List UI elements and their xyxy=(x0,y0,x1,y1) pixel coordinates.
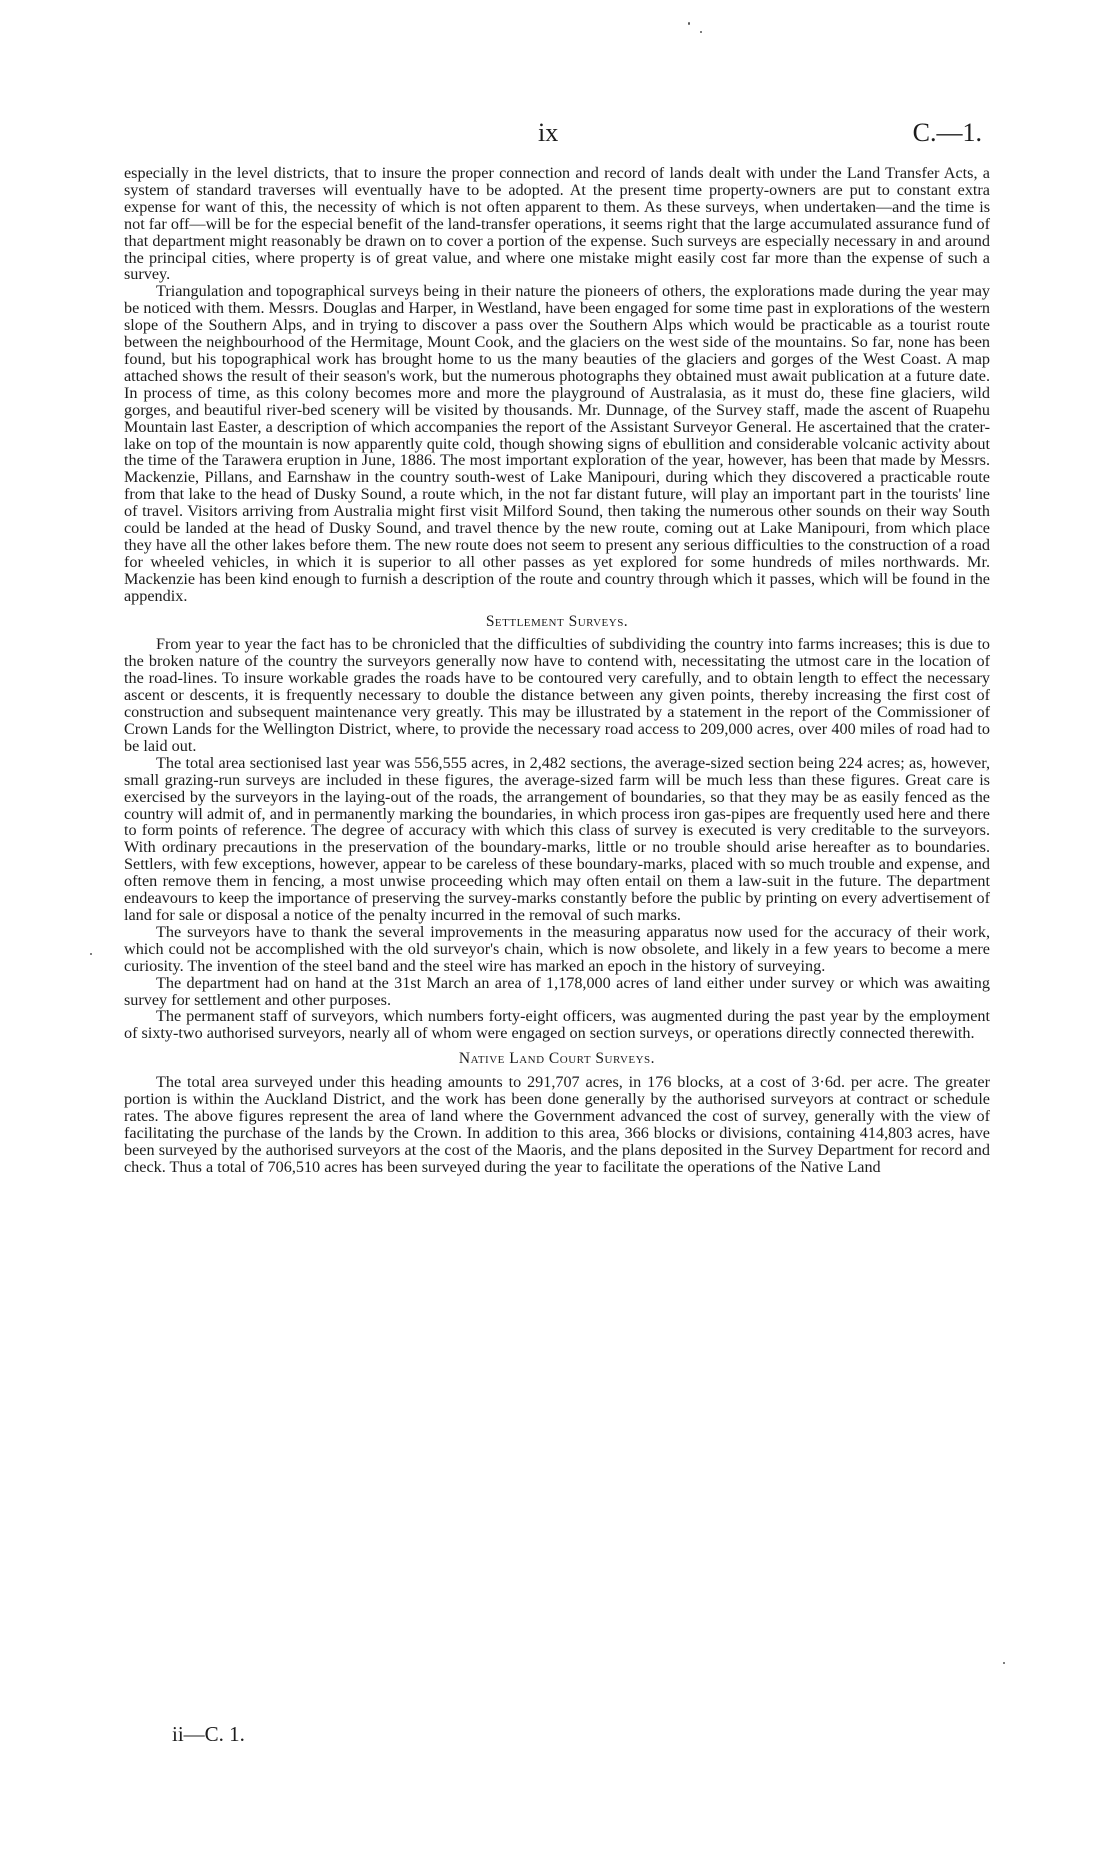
page-header xyxy=(0,118,1114,152)
ink-speck xyxy=(688,22,690,25)
body-text xyxy=(124,165,990,1176)
paragraph: The department had on hand at the 31st March an area of 1,178,000 acres of land either under survey or which was awaiting survey for settlement and other purposes. xyxy=(124,973,990,1009)
paragraph: The total area surveyed under this heading amounts to 291,707 acres, in 176 blocks, at a cost of 3·6d. per acre. The greater portion is within the Auckland District, and the work has been done generally by the authorised surveyors at contract or schedule rates. The above figures represent the area of land where the Government advanced the cost of survey, generally with the view of facilitating the purchase of the lands by the Crown. In addition to this area, 366 blocks or divisions, containing 414,803 acres, have been surveyed by the authorised surveyors at the cost of the Maoris, and the plans deposited in the Survey Department for record and check. Thus a total of 706,510 acres has been surveyed during the year to facilitate the operations of the Native Land xyxy=(124,1073,990,1176)
paragraph: The surveyors have to thank the several improvements in the measuring apparatus now used for the accuracy of their work, which could not be accomplished with the old surveyor's chain, which is now obsolete, and likely in a few years to become a mere curiosity. The invention of the steel band and the steel wire has marked an epoch in the history of surveying. xyxy=(124,922,990,975)
paragraph: From year to year the fact has to be chronicled that the difficulties of subdividing the country into farms increases; this is due to the broken nature of the country the surveyors generally now have to contend with, necessitating the utmost care in the location of the road-lines. To insure workable grades the roads have to be contoured very carefully, and to obtain length to effect the necessary ascent or descents, it is frequently necessary to double the distance between any given points, thereby increasing the first cost of construction and subsequent maintenance very greatly. This may be illustrated by a statement in the report of the Commissioner of Crown Lands for the Wellington District, where, to provide the necessary road access to 209,000 acres, over 400 miles of road had to be laid out. xyxy=(124,635,990,755)
ink-speck xyxy=(700,31,702,33)
section-heading-settlement-surveys: Settlement Surveys. xyxy=(485,612,629,630)
section-heading-native-land-court-surveys: Native Land Court Surveys. xyxy=(458,1050,656,1068)
paragraph: Triangulation and topographical surveys being in their nature the pioneers of others, the explorations made during the year may be noticed with them. Messrs. Douglas and Harper, in Westland, have been engaged for some time past in explorations of the western slope of the Southern Alps, and in trying to discover a pass over the Southern Alps which would be practicable as a tourist route between the neighbourhood of the Hermitage, Mount Cook, and the glaciers on the west side of the mountains. So far, none has been found, but his topographical work has brought home to us the many beauties of the glaciers and gorges of the West Coast. A map attached shows the result of their season's work, but the numerous photographs they obtained must await publication at a future date. In process of time, as this colony becomes more and more the playground of Australasia, as it must do, these fine glaciers, wild gorges, and beautiful river-bed scenery will be visited by thousands. Mr. Dunnage, of the Survey staff, made the ascent of Ruapehu Mountain last Easter, a description of which accompanies the report of the Assistant Surveyor General. He ascertained that the crater-lake on top of the mountain is now apparently quite cold, though showing signs of ebullition and considerable volcanic activity about the time of the Tarawera eruption in June, 1886. The most important exploration of the year, however, has been that made by Messrs. Mackenzie, Pillans, and Earnshaw in the country south-west of Lake Manipouri, during which they discovered a practicable route from that lake to the head of Dusky Sound, a route which, in the not far distant future, will play an important part in the tourists' line of travel. Visitors arriving from Australia might first visit Milford Sound, then taking the numerous other sounds on their way South could be landed at the head of Dusky Sound, and travel thence by the new route, coming out at Lake Manipouri, from which place they have all the other lakes before them. The new route does not seem to present any serious difficulties to the construction of a road for wheeled vehicles, in which it is superior to all other passes as yet explored for some hundreds of miles northwards. Mr. Mackenzie has been kind enough to furnish a description of the route and country through which it passes, which will be found in the appendix. xyxy=(124,282,990,605)
signature-mark: ii—C. 1. xyxy=(172,1722,245,1746)
ink-speck xyxy=(90,953,92,955)
ink-speck xyxy=(1003,1662,1005,1664)
paragraph: The permanent staff of surveyors, which numbers forty-eight officers, was augmented during the past year by the employment of sixty-two authorised surveyors, nearly all of whom were engaged on section surveys, or operations directly connected therewith. xyxy=(124,1007,990,1043)
document-reference: C.—1. xyxy=(912,118,982,147)
paragraph: especially in the level districts, that to insure the proper connection and record of lands dealt with under the Land Transfer Acts, a system of standard traverses will eventually have to be adopted. At the present time property-owners are put to constant extra expense for want of this, the necessity of which is not often apparent to them. As these surveys, when undertaken—and the time is not far off—will be for the especial benefit of the land-transfer operations, it seems right that the large accumulated assurance fund of that department might reasonably be drawn on to cover a portion of the expense. Such surveys are especially necessary in and around the principal cities, where property is of great value, and where one mistake might easily cost far more than the expense of such a survey. xyxy=(124,164,990,284)
page-number: ix xyxy=(538,118,559,147)
paragraph: The total area sectionised last year was 556,555 acres, in 2,482 sections, the average-sized section being 224 acres; as, however, small grazing-run surveys are included in these figures, the average-sized farm will be much less than these figures. Great care is exercised by the surveyors in the laying-out of the roads, the arrangement of boundaries, so that they may be as easily fenced as the country will admit of, and in permanently marking the boundaries, in which process iron gas-pipes are frequently used here and there to form points of reference. The degree of accuracy with which this class of survey is executed is very creditable to the surveyors. With ordinary precautions in the preservation of the boundary-marks, little or no trouble should arise hereafter as to boundaries. Settlers, with few exceptions, however, appear to be careless of these boundary-marks, placed with so much trouble and expense, and often remove them in fencing, a most unwise proceeding which may often entail on them a law-suit in the future. The department endeavours to keep the importance of preserving the survey-marks constantly before the public by printing on every advertisement of land for sale or disposal a notice of the penalty incurred in the removal of such marks. xyxy=(124,753,990,924)
